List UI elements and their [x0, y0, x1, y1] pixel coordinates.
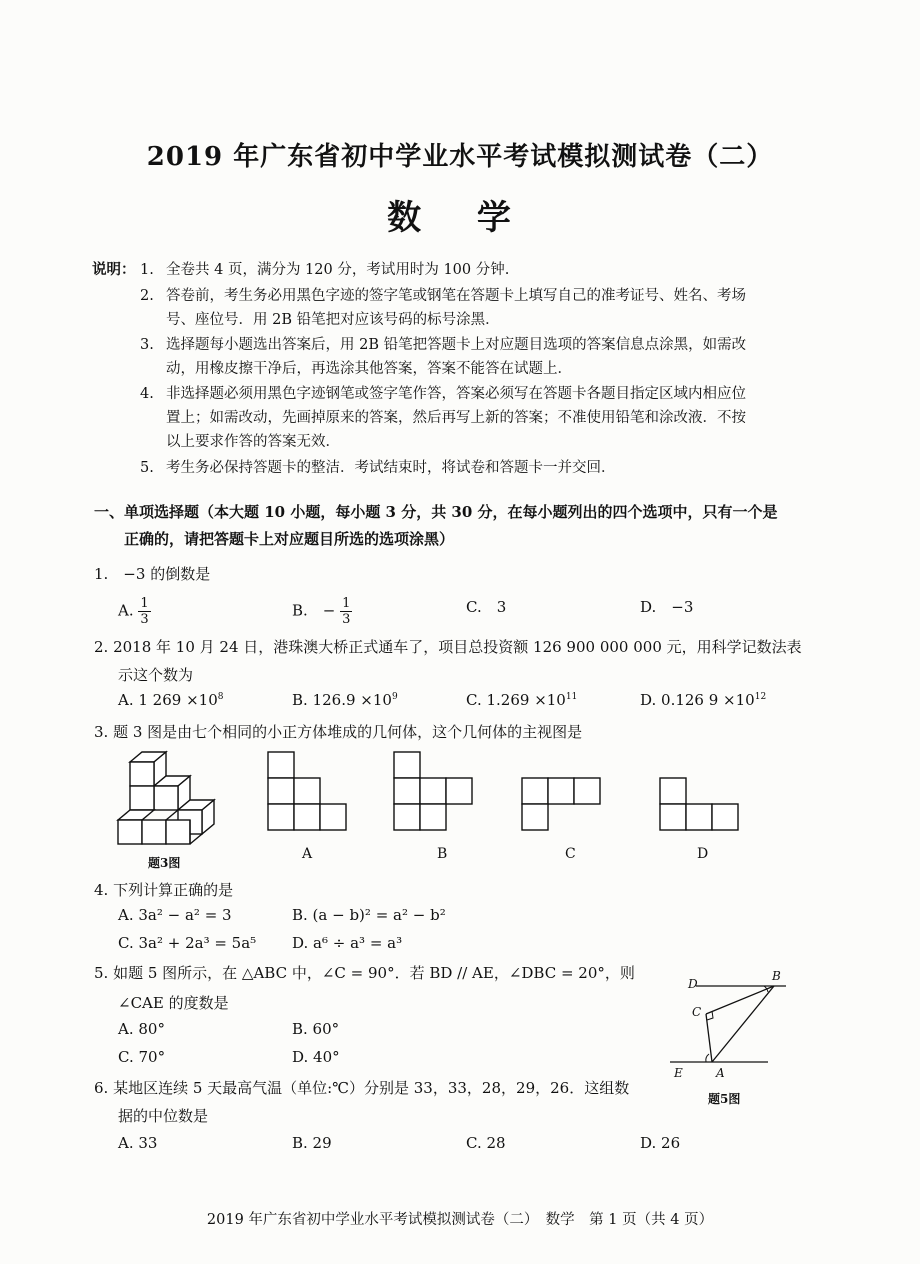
figure-5-point-b: B: [772, 969, 781, 983]
instruction-1-line-1: 全卷共 4 页，满分为 120 分，考试用时为 100 分钟.: [166, 262, 510, 278]
instruction-4-line-1: 非选择题必须用黑色字迹钢笔或签字笔作答，答案必须写在答题卡各题目指定区域内相应位: [166, 386, 746, 402]
figure-3-cube-stack: [112, 750, 222, 850]
figure-5-triangle: [668, 972, 788, 1072]
figure-5-caption: 题5图: [708, 1092, 741, 1106]
question-6-line-2: 据的中位数是: [118, 1107, 209, 1125]
instructions-label: 说明：: [92, 261, 136, 278]
instruction-3-line-1: 选择题每小题选出答案后，用 2B 铅笔把答题卡上对应题目选项的答案信息点涂黑，如需改: [166, 337, 747, 353]
instruction-4-line-2: 置上；如需改动，先画掉原来的答案，然后再写上新的答案；不准使用铅笔和涂改液．不按: [166, 410, 746, 426]
subject-title: 数 学: [387, 198, 533, 238]
instruction-4-number: 4.: [140, 386, 154, 402]
option-b-label: B. −: [292, 601, 336, 620]
page-footer: 2019 年广东省初中学业水平考试模拟测试卷（二） 数学 第 1 页（共 4 页）: [206, 1212, 714, 1228]
question-6-option-d: D. 26: [640, 1134, 681, 1152]
instruction-5-number: 5.: [140, 460, 154, 476]
cube-group: [118, 752, 214, 844]
question-5-line-2: ∠CAE 的度数是: [118, 994, 229, 1012]
question-2-line-1: 2. 2018 年 10 月 24 日，港珠澳大桥正式通车了，项目总投资额 126 900 000 000 元，用科学记数法表: [94, 638, 802, 656]
instruction-1-number: 1.: [140, 262, 154, 278]
instruction-3-number: 3.: [140, 337, 154, 353]
question-4-option-b: B. (a − b)² = a² − b²: [292, 906, 446, 924]
figure-3-option-d-view: [660, 778, 740, 832]
question-1-option-b: [292, 596, 352, 627]
figure-5-point-a: A: [716, 1066, 725, 1080]
figure-3-option-c-view: [522, 778, 602, 832]
figure-3-option-a-view: [268, 752, 348, 832]
question-2-option-c: C. $1.269 \times 10^{11}$: [466, 691, 578, 709]
figure-5-point-e: E: [674, 1066, 683, 1080]
figure-3-label-b: B: [437, 846, 448, 862]
instruction-5-line-1: 考生务必保持答题卡的整洁．考试结束时，将试卷和答题卡一并交回．: [166, 460, 616, 476]
question-5-option-a: A. 80°: [118, 1020, 165, 1038]
question-5-option-b: B. 60°: [292, 1020, 340, 1038]
fraction-one-third: $\frac{1}{3}$: [140, 596, 149, 627]
question-6-option-b: B. 29: [292, 1134, 332, 1152]
question-1-option-a: [118, 596, 151, 627]
question-6-option-a: A. 33: [118, 1134, 158, 1152]
option-a-label: A.: [118, 601, 134, 620]
instruction-2-line-2: 号、座位号．用 2B 铅笔把对应该号码的标号涂黑．: [166, 312, 500, 328]
instruction-4-line-3: 以上要求作答的答案无效．: [166, 434, 340, 450]
instruction-2-line-1: 答卷前，考生务必用黑色字迹的签字笔或钢笔在答题卡上填写自己的准考证号、姓名、考场: [166, 288, 746, 304]
section-1-heading: 一、单项选择题（本大题 10 小题，每小题 3 分，共 30 分，在每小题列出的四个选项中，只有一个是: [94, 503, 778, 521]
question-6-option-c: C. 28: [466, 1134, 506, 1152]
question-3-stem: 3. 题 3 图是由七个相同的小正方体堆成的几何体，这个几何体的主视图是: [94, 723, 583, 741]
fraction-one-third: $\frac{1}{3}$: [342, 596, 351, 627]
question-1-stem: 1. −3 的倒数是: [94, 565, 211, 583]
question-4-option-c: C. 3a² + 2a³ = 5a⁵: [118, 934, 257, 952]
question-1-option-d: D. −3: [640, 598, 694, 616]
figure-3-caption: 题3图: [148, 856, 181, 870]
question-2-line-2: 示这个数为: [118, 666, 194, 684]
question-6-line-1: 6. 某地区连续 5 天最高气温（单位:℃）分别是 33，33，28，29，26．这组数: [94, 1079, 630, 1097]
question-4-option-a: A. 3a² − a² = 3: [118, 906, 232, 924]
question-5-option-d: D. 40°: [292, 1048, 340, 1066]
figure-3-label-d: D: [697, 846, 709, 862]
question-5-option-c: C. 70°: [118, 1048, 166, 1066]
question-1-option-c: C. 3: [466, 598, 507, 616]
question-2-option-d: D. 0.126 $9 \times 10^{12}$: [640, 691, 767, 709]
figure-3-label-a: A: [302, 846, 313, 862]
question-2-option-a: A. 1 $269 \times 10^8$: [118, 691, 224, 709]
figure-3-option-b-view: [394, 752, 474, 832]
figure-5-point-c: C: [692, 1005, 702, 1019]
instruction-2-number: 2.: [140, 288, 154, 304]
figure-5-point-d: D: [688, 977, 698, 991]
question-4-option-d: D. a⁶ ÷ a³ = a³: [292, 934, 403, 952]
section-1-heading-cont: 正确的，请把答题卡上对应题目所选的选项涂黑）: [124, 530, 455, 548]
instruction-3-line-2: 动，用橡皮擦干净后，再选涂其他答案，答案不能答在试题上．: [166, 361, 572, 377]
question-5-line-1: 5. 如题 5 图所示，在 △ABC 中，∠C = 90°．若 BD // AE，∠DBC = 20°，则: [94, 964, 635, 982]
figure-3-label-c: C: [565, 846, 576, 862]
exam-title: 2019 年广东省初中学业水平考试模拟测试卷（二）: [146, 142, 774, 172]
question-2-option-b: B. $126.9 \times 10^9$: [292, 691, 398, 709]
question-4-stem: 4. 下列计算正确的是: [94, 881, 234, 899]
